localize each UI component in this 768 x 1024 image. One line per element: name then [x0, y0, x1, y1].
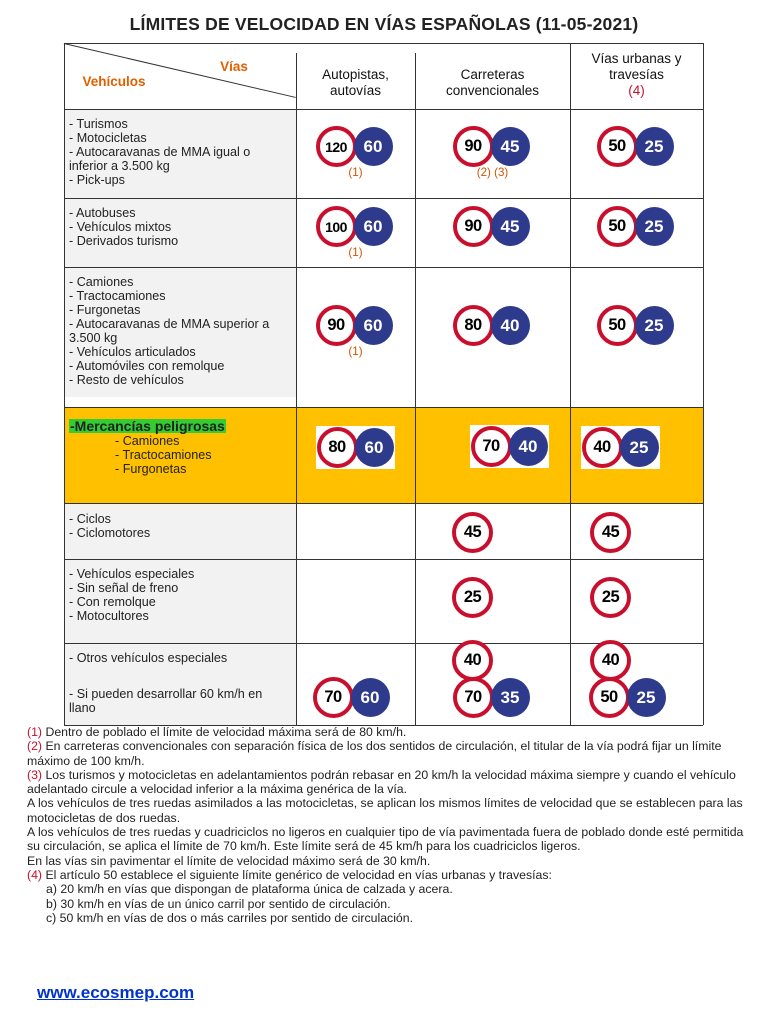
speed-note: (1) — [348, 345, 363, 358]
speed-limit-blue-sign: 60 — [355, 428, 394, 467]
speed-limit-red-sign: 80 — [453, 305, 494, 346]
footnote-number: (4) — [27, 867, 43, 882]
speed-limit-blue-sign: 25 — [627, 678, 666, 717]
footnote-text: El artículo 50 establece el siguiente límite genérico de velocidad en vías urbanas y travesías: — [42, 867, 552, 882]
footnote-text: Los turismos y motocicletas en adelantamientos podrán rebasar en 20 km/h la velocidad máxima siempre y cuando el vehículo adelantado circule a velocidad inferior a la máxima genérica de la vía. — [27, 767, 736, 797]
vehicle-list-60kmh-item: - Si pueden desarrollar 60 km/h en — [69, 687, 263, 701]
vehicle-list-especiales-item: - Motocultores — [69, 609, 149, 623]
page-title: LÍMITES DE VELOCIDAD EN VÍAS ESPAÑOLAS (11-05-2021) — [129, 14, 639, 34]
vehicle-list-camiones-item: 3.500 kg — [69, 331, 118, 345]
table-border-left — [64, 43, 65, 725]
footnote — [27, 768, 747, 797]
speed-sign-group — [453, 206, 530, 247]
header-vias-urbanas — [570, 51, 703, 99]
vehicle-list-autobuses-item: - Autobuses — [69, 206, 136, 220]
vehicle-list-especiales — [69, 567, 194, 623]
speed-limit-red-sign: 45 — [590, 512, 631, 553]
speed-limit-red-sign: 90 — [316, 305, 357, 346]
footnote-number: (3) — [27, 767, 43, 782]
speed-limit-blue-sign: 60 — [354, 306, 393, 345]
vehicle-list-camiones — [69, 275, 269, 387]
vehicle-list-camiones-item: - Camiones — [69, 275, 134, 289]
vehicle-list-mercancias-item: - Camiones — [115, 434, 180, 448]
vehicle-list-60kmh-item: llano — [69, 701, 96, 715]
speed-sign-group — [590, 577, 631, 618]
speed-limit-blue-sign: 60 — [351, 678, 390, 717]
speed-sign-group — [316, 426, 395, 469]
vehicle-list-turismos-item: - Autocaravanas de MMA igual o — [69, 145, 251, 159]
header-vias-urbanas-line: Vías urbanas y — [591, 51, 682, 66]
col-divider — [415, 53, 416, 725]
speed-sign-group — [470, 425, 549, 468]
vehicle-list-mercancias-item: - Tractocamiones — [115, 448, 212, 462]
website-link[interactable]: www.ecosmep.com — [37, 983, 195, 1002]
vehicle-list-turismos — [69, 117, 250, 187]
header-vias: Vías — [220, 59, 248, 74]
speed-sign-group — [313, 677, 390, 718]
speed-limit-blue-sign: 25 — [620, 428, 659, 467]
speed-sign-group — [452, 640, 493, 681]
vehicle-list-autobuses — [69, 206, 178, 248]
header-carreteras-line: convencionales — [445, 83, 540, 98]
speed-sign-group — [452, 512, 493, 553]
speed-sign-group — [316, 206, 393, 247]
speed-sign-group — [590, 640, 631, 681]
footnote — [27, 796, 747, 825]
speed-limit-red-sign: 100 — [316, 206, 357, 247]
speed-limit-blue-sign: 40 — [491, 306, 530, 345]
footnote-text: A los vehículos de tres ruedas y cuadriciclos no ligeros en cualquier tipo de vía pavimentada fuera de poblado donde esté permitida su circulación, se aplica el límite de 70 km/h. Este límite será de 45 km/h para los cuadriciclos ligeros. — [27, 825, 744, 854]
header-vias-urbanas-line: travesías — [609, 67, 664, 82]
col-divider — [570, 43, 571, 725]
vehicle-list-especiales-item: - Con remolque — [69, 595, 156, 609]
vehicle-list-camiones-item: - Tractocamiones — [69, 289, 166, 303]
table-border-right — [703, 43, 704, 725]
header-carreteras — [415, 67, 570, 99]
speed-limit-blue-sign: 60 — [354, 127, 393, 166]
speed-note: (1) — [348, 246, 363, 259]
speed-limit-red-sign: 40 — [590, 640, 631, 681]
hazardous-goods-label: -Mercancías peligrosas — [70, 418, 225, 434]
vehicle-list-turismos-item: - Turismos — [69, 117, 128, 131]
footnote-number: (1) — [27, 725, 43, 739]
speed-limit-red-sign: 25 — [452, 577, 493, 618]
footnote-text: En las vías sin pavimentar el límite de velocidad máximo será de 30 km/h. — [27, 853, 431, 868]
table-border-top — [64, 43, 703, 44]
speed-limit-red-sign: 50 — [597, 126, 638, 167]
vehicle-list-especiales-item: - Sin señal de freno — [69, 581, 179, 595]
header-note-4: (4) — [628, 83, 645, 98]
speed-limit-red-sign: 45 — [452, 512, 493, 553]
header-autopistas — [296, 67, 415, 99]
speed-limit-red-sign: 50 — [597, 206, 638, 247]
footnote-text: A los vehículos de tres ruedas asimilados a las motocicletas, se aplican los mismos límites de velocidad que se establecen para las motocicletas de dos ruedas. — [27, 796, 743, 825]
speed-limit-blue-sign: 25 — [635, 207, 674, 246]
speed-sign-group — [597, 126, 674, 167]
speed-sign-group — [581, 426, 660, 469]
vehicle-list-ciclos-item: - Ciclomotores — [69, 526, 151, 540]
row-divider — [64, 267, 703, 268]
footnote — [27, 825, 747, 854]
row-divider — [64, 407, 703, 408]
vehicle-list-camiones-item: - Automóviles con remolque — [69, 359, 225, 373]
vehicle-list-turismos-item: - Motocicletas — [69, 131, 147, 145]
speed-limit-blue-sign: 25 — [635, 127, 674, 166]
speed-note: (1) — [348, 166, 363, 179]
footnotes — [27, 725, 747, 925]
speed-limit-red-sign: 50 — [589, 677, 630, 718]
speed-limit-blue-sign: 40 — [509, 427, 548, 466]
speed-limit-red-sign: 50 — [597, 305, 638, 346]
speed-sign-group — [453, 126, 530, 167]
speed-sign-group — [597, 305, 674, 346]
speed-sign-group — [316, 126, 393, 167]
speed-sign-group — [453, 305, 530, 346]
footnote — [27, 739, 747, 768]
vehicle-list-camiones-item: - Furgonetas — [69, 303, 141, 317]
speed-limit-red-sign: 90 — [453, 126, 494, 167]
speed-sign-group — [452, 577, 493, 618]
row-divider — [64, 198, 703, 199]
vehicle-list-camiones-item: - Autocaravanas de MMA superior a — [69, 317, 270, 331]
speed-limit-red-sign: 80 — [317, 427, 358, 468]
footnote — [27, 854, 747, 868]
vehicle-list-ciclos — [69, 512, 150, 540]
speed-limit-red-sign: 25 — [590, 577, 631, 618]
vehicle-list-turismos-item: inferior a 3.500 kg — [69, 159, 170, 173]
speed-limit-blue-sign: 45 — [491, 207, 530, 246]
footnote — [27, 725, 747, 739]
vehicle-list-camiones-item: - Vehículos articulados — [69, 345, 196, 359]
vehicle-list-especiales-item: - Vehículos especiales — [69, 567, 195, 581]
speed-sign-group — [590, 512, 631, 553]
footnote-subitem: b) 30 km/h en vías de un único carril por sentido de circulación. — [46, 896, 391, 911]
header-autopistas-line: Autopistas, — [322, 67, 389, 82]
speed-limit-red-sign: 40 — [452, 640, 493, 681]
speed-note: (2) (3) — [476, 166, 509, 179]
speed-sign-group — [589, 677, 666, 718]
speed-sign-group — [453, 677, 530, 718]
speed-limit-red-sign: 70 — [471, 426, 512, 467]
vehicle-list-otros — [69, 651, 227, 665]
footnote-number: (2) — [27, 739, 43, 754]
vehicle-list-60kmh — [69, 687, 262, 715]
footnote-subitem: a) 20 km/h en vías que dispongan de plataforma única de calzada y acera. — [46, 882, 453, 897]
speed-limit-red-sign: 120 — [316, 126, 357, 167]
col-divider — [296, 53, 297, 725]
vehicle-list-autobuses-item: - Derivados turismo — [69, 234, 179, 248]
speed-sign-group — [316, 305, 393, 346]
row-divider — [64, 503, 703, 504]
vehicle-list-mercancias-item: - Furgonetas — [115, 462, 187, 476]
vehicle-list-turismos-item: - Pick-ups — [69, 173, 125, 187]
vehicle-list-camiones-item: - Resto de vehículos — [69, 373, 184, 387]
speed-limit-red-sign: 70 — [453, 677, 494, 718]
speed-limit-red-sign: 40 — [582, 427, 623, 468]
vehicle-list-autobuses-item: - Vehículos mixtos — [69, 220, 172, 234]
speed-limit-blue-sign: 35 — [491, 678, 530, 717]
speed-limit-blue-sign: 60 — [354, 207, 393, 246]
vehicle-list-mercancias — [69, 419, 226, 476]
row-divider — [64, 559, 703, 560]
header-autopistas-line: autovías — [329, 83, 382, 98]
speed-limit-red-sign: 90 — [453, 206, 494, 247]
header-divider — [296, 109, 703, 110]
speed-limit-blue-sign: 25 — [635, 306, 674, 345]
footnote-text: En carreteras convencionales con separación física de los dos sentidos de circulación, el titular de la vía podrá fijar un límite máximo de 100 km/h. — [27, 739, 722, 768]
header-carreteras-line: Carreteras — [460, 67, 525, 82]
speed-limit-blue-sign: 45 — [491, 127, 530, 166]
vehicle-list-otros-item: - Otros vehículos especiales — [69, 651, 228, 665]
footnote — [27, 868, 747, 882]
footnote-text: Dentro de poblado el límite de velocidad máxima será de 80 km/h. — [42, 725, 407, 739]
vehicle-list-ciclos-item: - Ciclos — [69, 512, 111, 526]
speed-limit-red-sign: 70 — [313, 677, 354, 718]
header-vehiculos: Vehículos — [82, 74, 146, 89]
speed-sign-group — [597, 206, 674, 247]
speed-limit-table — [64, 43, 703, 725]
footnote-subitem: c) 50 km/h en vías de dos o más carriles por sentido de circulación. — [46, 910, 414, 925]
